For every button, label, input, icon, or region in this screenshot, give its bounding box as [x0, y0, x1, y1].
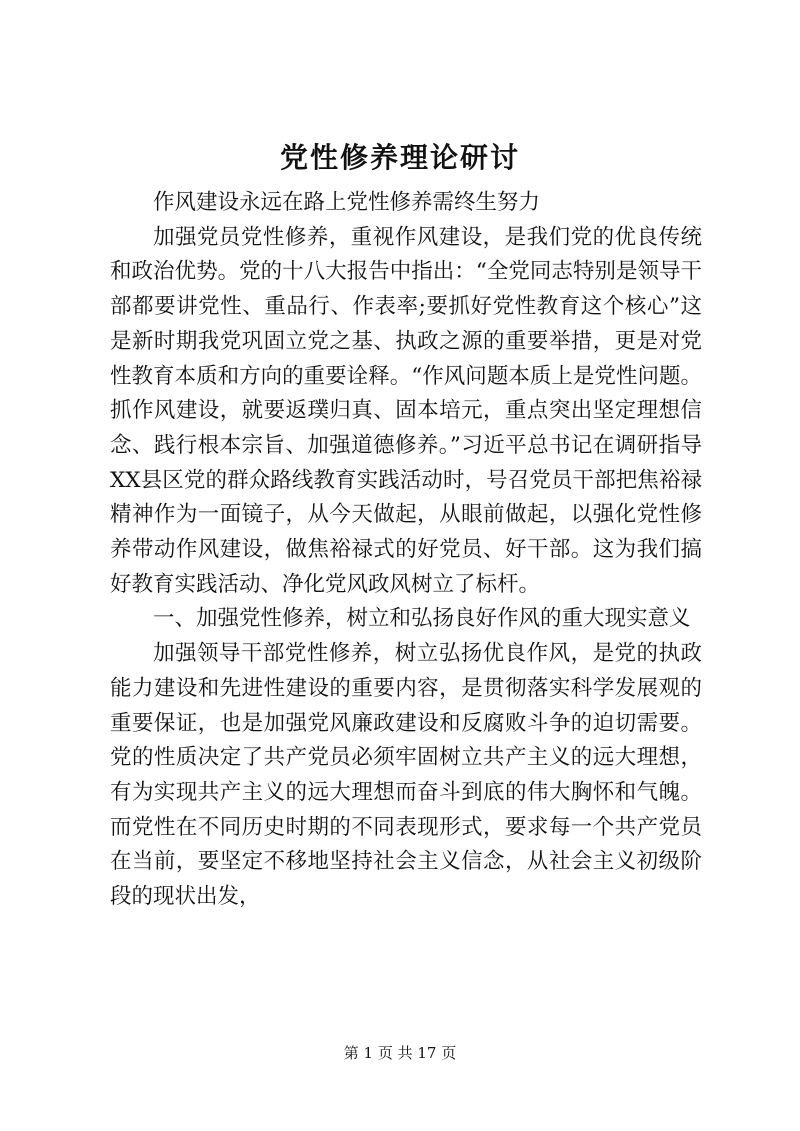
subtitle-paragraph: 作风建设永远在路上党性修养需终生努力	[153, 190, 541, 215]
section-heading: 一、加强党性修养，树立和弘扬良好作风的重大现实意义	[153, 606, 691, 632]
document-title: 党性修养理论研讨	[279, 141, 520, 174]
body-paragraph: 加强党员党性修养，重视作风建设，是我们党的优良传统和政治优势。党的十八大报告中指出：“全党同志特别是领导干部都要讲党性、重品行、作表率;要抓好党性教育这个核心”这是新时期我党巩固立党之基、执政之源的重要举措，更是对党性教育本质和方向的重要诠释。“作风问题本质上是党性问题。抓作风建设，就要返璞归真、固本培元，重点突出坚定理想信念、践行根本宗旨、加强道德修养。”习近平总书记在调研指导XX县区党的群众路线教育实践活动时，号召党员干部把焦裕禄精神作为一面镜子，从今天做起，从眼前做起，以强化党性修养带动作风建设，做焦裕禄式的好党员、好干部。这为我们搞好教育实践活动、净化党风政风树立了标杆。	[110, 224, 702, 597]
document-body	[110, 186, 702, 915]
page-footer: 第 1 页 共 17 页	[343, 1044, 457, 1062]
body-paragraph: 加强领导干部党性修养，树立弘扬优良作风，是党的执政能力建设和先进性建设的重要内容，是贯彻落实科学发展观的重要保证，也是加强党风廉政建设和反腐败斗争的迫切需要。党的性质决定了共产党员必须牢固树立共产主义的远大理想，有为实现共产主义的远大理想而奋斗到底的伟大胸怀和气魄。而党性在不同历史时期的不同表现形式，要求每一个共产党员在当前，要坚定不移地坚持社会主义信念，从社会主义初级阶段的现状出发，	[110, 641, 702, 910]
